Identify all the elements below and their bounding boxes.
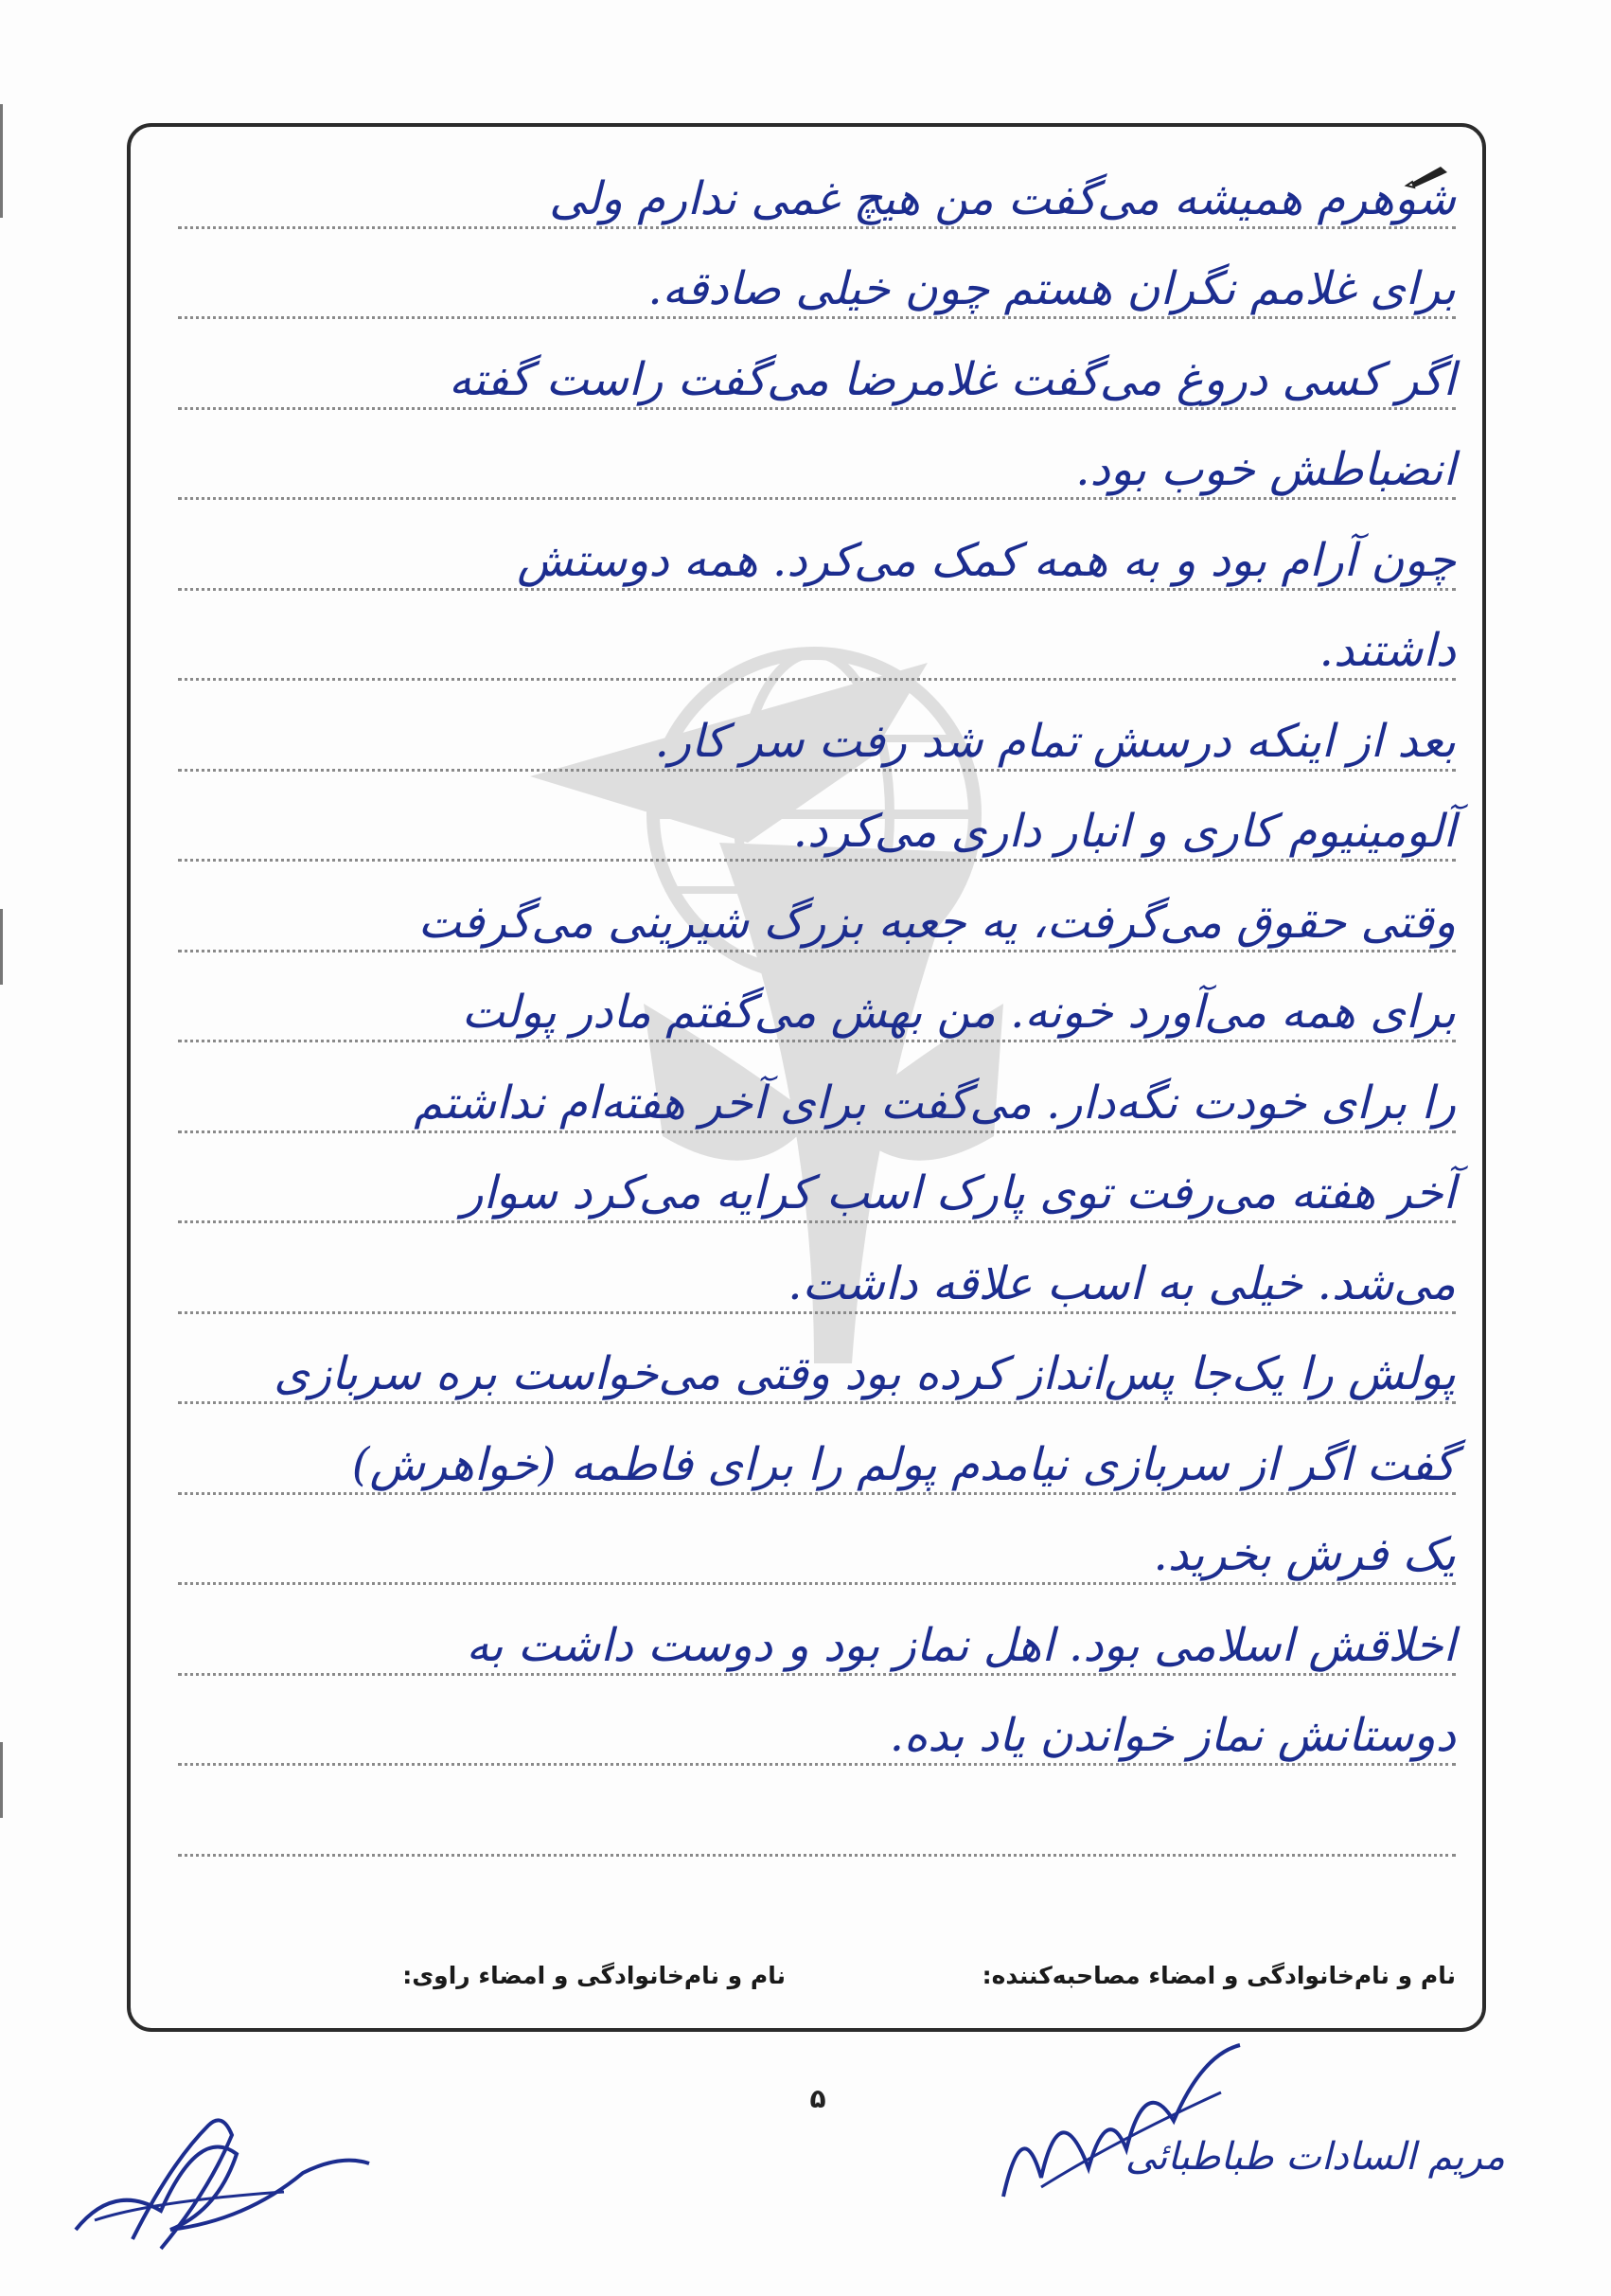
text-line [178,1327,1456,1418]
dotted-rule [178,1040,1456,1042]
handwritten-text: وقتی حقوق می‌گرفت، یه جعبه بزرگ شیرینی می‌گرفت [417,895,1456,949]
text-line [178,242,1456,333]
text-line [178,1417,1456,1508]
dotted-rule [178,769,1456,772]
handwritten-text: آخر هفته می‌رفت توی پارک اسب کرایه می‌کرد سوار [461,1166,1456,1219]
dotted-rule [178,1582,1456,1585]
interviewer-label: نام و نام‌خانوادگی و امضاء مصاحبه‌کننده: [982,1962,1456,1989]
text-line [178,875,1456,966]
text-line [178,604,1456,695]
dotted-rule [178,1401,1456,1404]
text-line [178,513,1456,604]
text-line [178,1779,1456,1870]
dotted-rule [178,1673,1456,1676]
text-line [178,332,1456,423]
dotted-rule [178,497,1456,500]
handwritten-text: دوستانش نماز خواندن یاد بده. [889,1709,1456,1762]
dotted-rule [178,1492,1456,1495]
handwritten-text: شوهرم همیشه می‌گفت من هیچ غمی ندارم ولی [549,171,1456,225]
text-line [178,1598,1456,1689]
text-line [178,785,1456,876]
handwritten-text: بعد از اینکه درسش تمام شد رفت سر کار. [654,714,1456,768]
text-line [178,423,1456,514]
dotted-rule [178,1311,1456,1314]
dotted-rule [178,407,1456,410]
handwritten-text: را برای خودت نگه‌دار. می‌گفت برای آخر هفته‌ام نداشتم [414,1076,1456,1130]
text-line [178,1147,1456,1237]
interviewer-name-signature: مریم السادات طباطبائی [1124,2135,1505,2179]
dotted-rule [178,678,1456,681]
dotted-rule [178,1130,1456,1133]
text-line [178,1237,1456,1327]
handwritten-lines [178,151,1456,1870]
dotted-rule [178,588,1456,591]
text-line [178,966,1456,1057]
dotted-rule [178,1763,1456,1766]
handwritten-text: می‌شد. خیلی به اسب علاقه داشت. [788,1256,1456,1310]
dotted-rule [178,1220,1456,1223]
handwritten-text: گفت اگر از سربازی نیامدم پولم را برای فاطمه (خواهرش) [351,1437,1456,1491]
text-line [178,1689,1456,1780]
binder-mark [0,909,20,985]
page-number: ۵ [809,2083,826,2114]
dotted-rule [178,859,1456,862]
handwritten-text: برای همه می‌آورد خونه. من بهش می‌گفتم مادر پولت [461,986,1456,1039]
handwritten-text: چون آرام بود و به همه کمک می‌کرد. همه دوستش [517,533,1456,587]
narrator-label: نام و نام‌خانوادگی و امضاء راوی: [402,1962,786,1989]
binder-mark [0,104,20,218]
text-line [178,151,1456,242]
dotted-rule [178,950,1456,952]
handwritten-text: اگر کسی دروغ می‌گفت غلامرضا می‌گفت راست گفته [448,352,1456,406]
binder-mark [0,1742,20,1818]
handwritten-text: یک فرش بخرید. [1153,1528,1456,1581]
dotted-rule [178,316,1456,319]
handwritten-text: انضباطش خوب بود. [1075,443,1456,496]
dotted-rule [178,1854,1456,1857]
text-line [178,694,1456,785]
narrator-signature [57,2069,379,2258]
dotted-rule [178,226,1456,229]
handwritten-text: داشتند. [1319,624,1456,677]
text-line [178,1056,1456,1147]
handwritten-text: پولش را یک‌جا پس‌انداز کرده بود وقتی می‌خواست بره سربازی [274,1347,1456,1400]
handwritten-text: اخلاقش اسلامی بود. اهل نماز بود و دوست داشت به [466,1618,1456,1672]
handwritten-text: آلومینیوم کاری و انبار داری می‌کرد. [792,805,1456,858]
signature-labels [142,1962,1467,2003]
text-line [178,1508,1456,1599]
handwritten-text: برای غلامم نگران هستم چون خیلی صادقه. [647,262,1456,315]
